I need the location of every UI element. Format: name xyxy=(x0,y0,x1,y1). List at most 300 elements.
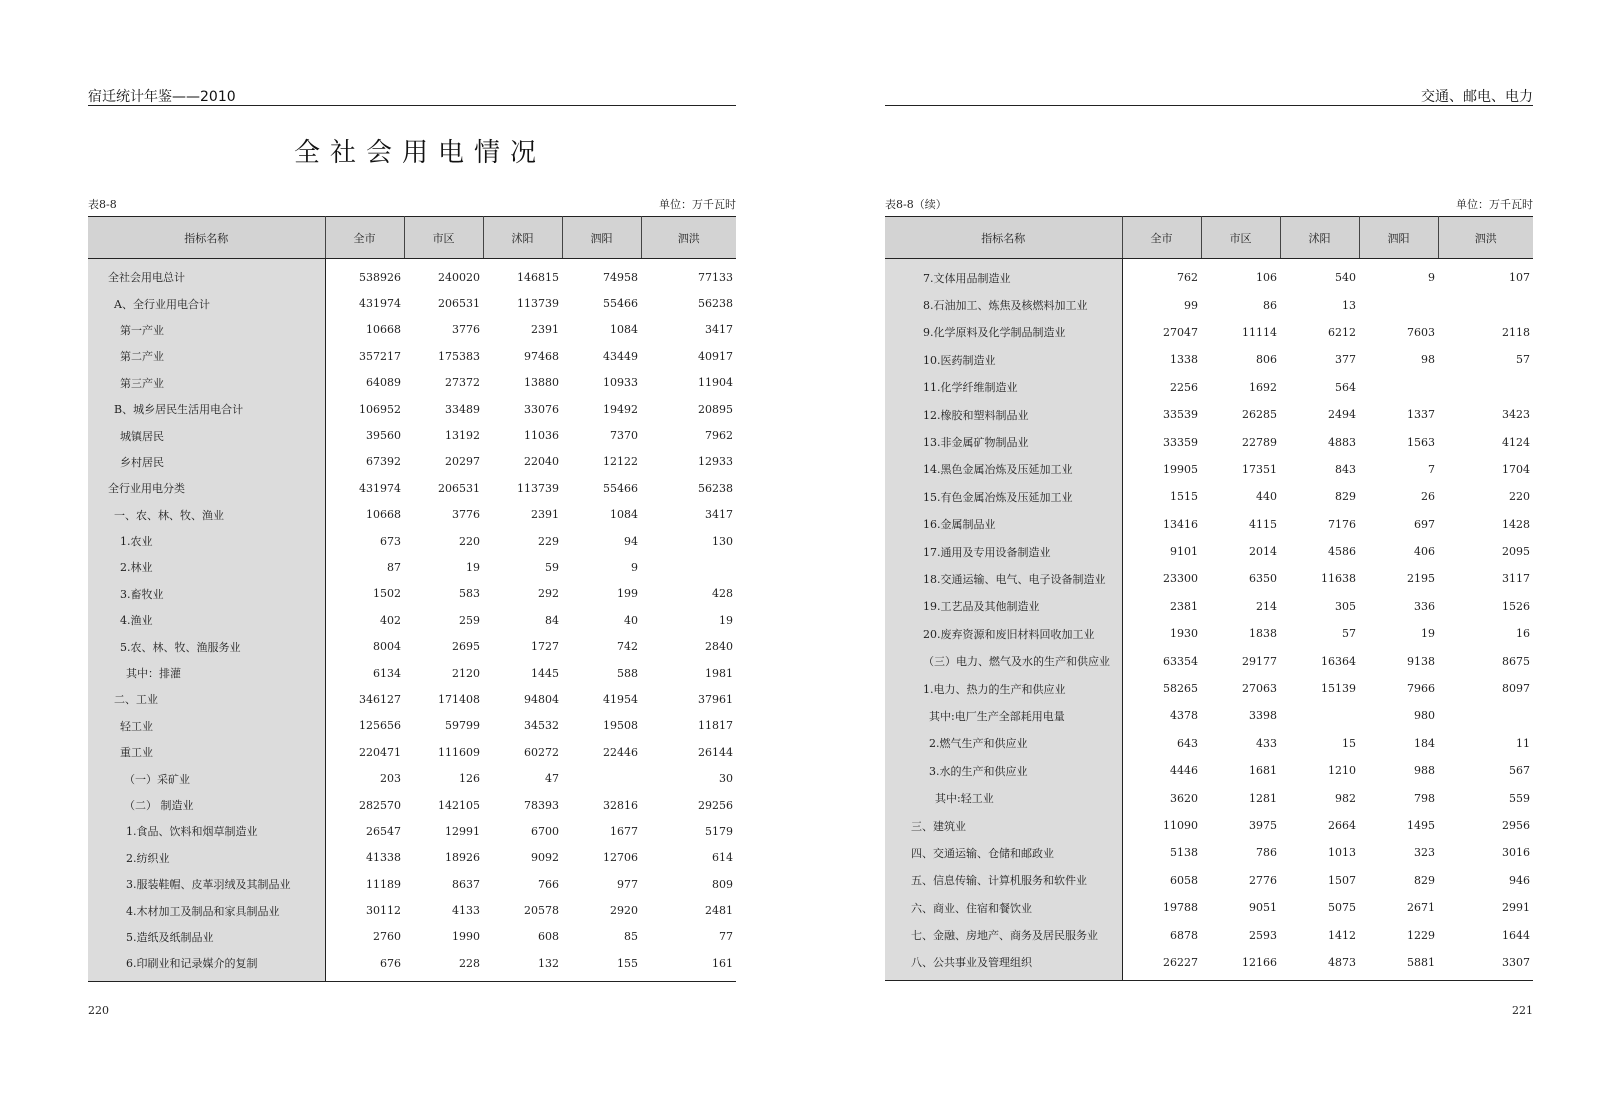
row-label: 16.金属制品业 xyxy=(885,511,1122,538)
value-cell: 762 xyxy=(1177,271,1198,285)
value-cell: 323 xyxy=(1414,846,1435,860)
value-cell: 608 xyxy=(538,930,559,944)
value-cell: 26 xyxy=(1421,490,1435,504)
value-cell: 26227 xyxy=(1122,949,1201,981)
value-cell xyxy=(1359,291,1438,318)
value-cell: 2671 xyxy=(1407,901,1435,915)
value-cell: 19 xyxy=(719,613,733,627)
value-cell: 9101 xyxy=(1170,545,1198,559)
value-cell: 8097 xyxy=(1502,682,1530,696)
value-cell: 22446 xyxy=(603,745,638,759)
left-page xyxy=(88,0,736,1099)
table-row xyxy=(88,528,736,554)
value-cell: 8004 xyxy=(373,640,401,654)
value-cell: 19492 xyxy=(603,402,638,416)
row-label: 其中:轻工业 xyxy=(885,784,1122,811)
table-row xyxy=(885,593,1533,620)
value-cell: 1930 xyxy=(1170,627,1198,641)
value-cell: 19905 xyxy=(1163,462,1198,476)
row-label: 15.有色金属冶炼及压延加工业 xyxy=(885,483,1122,510)
row-label: 其中：排灌 xyxy=(88,660,325,686)
value-cell: 1337 xyxy=(1407,408,1435,422)
value-cell: 1681 xyxy=(1249,764,1277,778)
value-cell: 2760 xyxy=(373,930,401,944)
value-cell: 18926 xyxy=(445,851,480,865)
value-cell: 1990 xyxy=(452,930,480,944)
value-cell: 564 xyxy=(1335,380,1356,394)
row-label: 5.造纸及纸制品业 xyxy=(88,924,325,950)
row-label: 4.渔业 xyxy=(88,607,325,633)
table-header-row xyxy=(885,217,1533,259)
value-cell: 2664 xyxy=(1328,819,1356,832)
row-label: 13.非金属矿物制品业 xyxy=(885,428,1122,455)
row-label: 4.木材加工及制品和家具制品业 xyxy=(88,897,325,923)
row-label: 四、交通运输、仓储和邮政业 xyxy=(885,839,1122,866)
value-cell: 829 xyxy=(1335,490,1356,504)
row-label: 乡村居民 xyxy=(88,449,325,475)
row-label: 六、商业、住宿和餐饮业 xyxy=(885,894,1122,921)
value-cell: 27063 xyxy=(1242,682,1277,696)
value-cell xyxy=(1359,374,1438,401)
value-cell: 1229 xyxy=(1407,928,1435,942)
value-cell: 357217 xyxy=(359,349,401,363)
table-row xyxy=(885,291,1533,318)
value-cell: 4883 xyxy=(1328,435,1356,449)
table-label: 表8-8 xyxy=(88,198,117,211)
table-row xyxy=(88,370,736,396)
value-cell: 47 xyxy=(545,772,559,786)
value-cell: 3776 xyxy=(452,323,480,337)
value-cell: 2481 xyxy=(705,904,733,918)
value-cell: 20895 xyxy=(698,402,733,416)
value-cell: 11817 xyxy=(698,719,733,733)
row-label: 第二产业 xyxy=(88,343,325,369)
value-cell: 431974 xyxy=(359,481,401,495)
value-cell: 3620 xyxy=(1170,791,1198,805)
value-cell: 56238 xyxy=(698,481,733,495)
value-cell: 2776 xyxy=(1249,873,1277,887)
value-cell: 2381 xyxy=(1170,599,1198,613)
value-cell: 214 xyxy=(1256,599,1277,613)
running-head xyxy=(885,86,1533,106)
value-cell: 614 xyxy=(712,851,733,865)
table-row xyxy=(88,607,736,633)
column-header: 泗洪 xyxy=(641,217,736,259)
value-cell: 9 xyxy=(1428,271,1435,285)
value-cell: 33489 xyxy=(445,402,480,416)
value-cell: 5138 xyxy=(1170,846,1198,860)
value-cell: 2494 xyxy=(1328,408,1356,422)
value-cell: 130 xyxy=(712,534,733,548)
value-cell: 1515 xyxy=(1170,490,1198,504)
value-cell: 40917 xyxy=(698,349,733,363)
value-cell xyxy=(562,765,641,791)
value-cell: 20297 xyxy=(445,455,480,469)
value-cell: 11114 xyxy=(1242,325,1277,339)
value-cell xyxy=(1438,702,1533,729)
value-cell: 3417 xyxy=(705,508,733,522)
value-cell: 982 xyxy=(1335,791,1356,805)
value-cell: 240020 xyxy=(438,270,480,284)
value-cell: 806 xyxy=(1256,353,1277,367)
value-cell: 8637 xyxy=(452,877,480,891)
value-cell: 1445 xyxy=(531,666,559,680)
table-row xyxy=(88,765,736,791)
value-cell: 142105 xyxy=(438,798,480,812)
table-row xyxy=(885,757,1533,784)
value-cell: 697 xyxy=(1414,517,1435,531)
value-cell: 40 xyxy=(624,613,638,627)
value-cell: 1428 xyxy=(1502,517,1530,531)
value-cell: 2391 xyxy=(531,323,559,337)
row-label: 2.林业 xyxy=(88,554,325,580)
running-head xyxy=(88,86,736,106)
value-cell: 206531 xyxy=(438,481,480,495)
value-cell: 74958 xyxy=(603,270,638,284)
value-cell: 3307 xyxy=(1438,949,1533,981)
column-header: 全市 xyxy=(325,217,404,259)
table-row xyxy=(885,428,1533,455)
value-cell xyxy=(1438,291,1533,318)
value-cell: 10933 xyxy=(603,376,638,390)
value-cell: 9138 xyxy=(1407,654,1435,668)
value-cell: 106952 xyxy=(359,402,401,416)
value-cell: 2956 xyxy=(1502,819,1530,832)
row-label: 1.农业 xyxy=(88,528,325,554)
value-cell: 32816 xyxy=(603,798,638,812)
value-cell: 13416 xyxy=(1163,517,1198,531)
value-cell: 1704 xyxy=(1502,462,1530,476)
value-cell: 111609 xyxy=(438,745,480,759)
value-cell: 26547 xyxy=(366,824,401,838)
value-cell: 20578 xyxy=(524,904,559,918)
value-cell: 30 xyxy=(719,772,733,786)
value-cell: 3398 xyxy=(1249,709,1277,723)
value-cell: 440 xyxy=(1256,490,1277,504)
row-label: 20.废弃资源和废旧材料回收加工业 xyxy=(885,620,1122,647)
row-label: 重工业 xyxy=(88,739,325,765)
header-rule xyxy=(885,105,1533,106)
table-row xyxy=(88,845,736,871)
value-cell: 742 xyxy=(617,640,638,654)
value-cell: 567 xyxy=(1509,764,1530,778)
value-cell: 146815 xyxy=(517,270,559,284)
value-cell: 588 xyxy=(617,666,638,680)
value-cell: 11189 xyxy=(366,877,401,891)
value-cell: 559 xyxy=(1509,791,1530,805)
table-row xyxy=(885,949,1533,981)
value-cell: 29177 xyxy=(1242,654,1277,668)
value-cell: 19788 xyxy=(1163,901,1198,915)
value-cell: 41338 xyxy=(366,851,401,865)
value-cell: 55466 xyxy=(603,297,638,311)
table-row xyxy=(885,894,1533,921)
value-cell xyxy=(1438,374,1533,401)
value-cell: 3975 xyxy=(1249,819,1277,832)
column-header: 泗洪 xyxy=(1438,217,1533,259)
row-label: 全社会用电总计 xyxy=(88,259,325,291)
table-row xyxy=(88,871,736,897)
value-cell: 7603 xyxy=(1407,325,1435,339)
page-number: 221 xyxy=(1512,1004,1533,1017)
value-cell: 4446 xyxy=(1170,764,1198,778)
table-row xyxy=(88,259,736,291)
value-cell: 2095 xyxy=(1502,545,1530,559)
unit-label: 单位：万千瓦时 xyxy=(659,198,736,211)
row-label: 19.工艺品及其他制造业 xyxy=(885,593,1122,620)
value-cell: 11090 xyxy=(1163,819,1198,832)
value-cell: 59799 xyxy=(445,719,480,733)
value-cell: 1692 xyxy=(1249,380,1277,394)
value-cell: 13192 xyxy=(445,429,480,443)
value-cell: 11 xyxy=(1516,736,1530,750)
table-row xyxy=(88,924,736,950)
value-cell: 5075 xyxy=(1328,901,1356,915)
value-cell: 8675 xyxy=(1502,654,1530,668)
table-row xyxy=(88,290,736,316)
value-cell: 97468 xyxy=(524,349,559,363)
row-label: 8.石油加工、炼焦及核燃料加工业 xyxy=(885,291,1122,318)
value-cell: 1507 xyxy=(1328,873,1356,887)
value-cell: 3423 xyxy=(1502,408,1530,422)
value-cell: 77133 xyxy=(698,270,733,284)
value-cell: 2120 xyxy=(452,666,480,680)
value-cell: 1526 xyxy=(1502,599,1530,613)
value-cell: 113739 xyxy=(517,297,559,311)
value-cell: 3776 xyxy=(452,508,480,522)
value-cell: 9051 xyxy=(1249,901,1277,915)
row-label: 全行业用电分类 xyxy=(88,475,325,501)
table-row xyxy=(88,422,736,448)
value-cell: 77 xyxy=(719,930,733,944)
value-cell: 946 xyxy=(1509,873,1530,887)
value-cell: 33076 xyxy=(524,402,559,416)
column-header: 沭阳 xyxy=(483,217,562,259)
value-cell: 2593 xyxy=(1249,928,1277,942)
value-cell: 43449 xyxy=(603,349,638,363)
value-cell: 33539 xyxy=(1163,408,1198,422)
value-cell: 3117 xyxy=(1502,572,1530,586)
value-cell: 336 xyxy=(1414,599,1435,613)
value-cell: 12706 xyxy=(603,851,638,865)
value-cell: 1495 xyxy=(1407,819,1435,832)
table-row xyxy=(885,730,1533,757)
column-header: 市区 xyxy=(1201,217,1280,259)
table-row xyxy=(885,675,1533,702)
value-cell: 11904 xyxy=(698,376,733,390)
value-cell: 2920 xyxy=(610,904,638,918)
value-cell: 809 xyxy=(712,877,733,891)
page-title: 全社会用电情况 xyxy=(293,138,546,168)
page-number: 220 xyxy=(88,1004,109,1017)
unit-label: 单位：万千瓦时 xyxy=(1456,198,1533,211)
value-cell: 19 xyxy=(1421,627,1435,641)
value-cell: 94 xyxy=(624,534,638,548)
value-cell: 4124 xyxy=(1502,435,1530,449)
value-cell: 2256 xyxy=(1170,380,1198,394)
data-table xyxy=(88,216,736,982)
value-cell: 766 xyxy=(538,877,559,891)
row-label: 9.化学原料及化学制品制造业 xyxy=(885,319,1122,346)
value-cell: 11036 xyxy=(524,429,559,443)
value-cell: 643 xyxy=(1177,736,1198,750)
value-cell: 3016 xyxy=(1502,846,1530,860)
value-cell: 1013 xyxy=(1328,846,1356,860)
value-cell: 7966 xyxy=(1407,682,1435,696)
table-row xyxy=(88,633,736,659)
value-cell: 17351 xyxy=(1242,462,1277,476)
table-row xyxy=(88,396,736,422)
row-label: A、全行业用电合计 xyxy=(88,290,325,316)
table-row xyxy=(885,784,1533,811)
table-row xyxy=(885,259,1533,292)
table-row xyxy=(88,739,736,765)
table-row xyxy=(885,647,1533,674)
table-row xyxy=(885,620,1533,647)
value-cell: 6350 xyxy=(1249,572,1277,586)
column-header: 泗阳 xyxy=(562,217,641,259)
value-cell: 5881 xyxy=(1359,949,1438,981)
column-header: 泗阳 xyxy=(1359,217,1438,259)
value-cell: 1502 xyxy=(373,587,401,601)
value-cell: 10668 xyxy=(366,323,401,337)
value-cell: 406 xyxy=(1414,545,1435,559)
value-cell: 29256 xyxy=(698,798,733,812)
value-cell: 15139 xyxy=(1321,682,1356,696)
value-cell: 305 xyxy=(1335,599,1356,613)
table-row xyxy=(88,897,736,923)
value-cell: 85 xyxy=(624,930,638,944)
value-cell: 12991 xyxy=(445,824,480,838)
value-cell: 33359 xyxy=(1163,435,1198,449)
value-cell: 10668 xyxy=(366,508,401,522)
table-row xyxy=(88,502,736,528)
value-cell: 86 xyxy=(1263,298,1277,312)
value-cell: 6058 xyxy=(1170,873,1198,887)
table-row xyxy=(88,554,736,580)
value-cell: 4586 xyxy=(1328,545,1356,559)
value-cell: 1838 xyxy=(1249,627,1277,641)
value-cell: 1412 xyxy=(1328,928,1356,942)
value-cell: 402 xyxy=(380,613,401,627)
value-cell: 37961 xyxy=(698,692,733,706)
value-cell: 9092 xyxy=(531,851,559,865)
value-cell: 1727 xyxy=(531,640,559,654)
row-label: 城镇居民 xyxy=(88,422,325,448)
value-cell: 55466 xyxy=(603,481,638,495)
value-cell: 2391 xyxy=(531,508,559,522)
table-label: 表8-8（续） xyxy=(885,198,947,211)
header-rule xyxy=(88,105,736,106)
row-label: 7.文体用品制造业 xyxy=(885,259,1122,292)
value-cell: 23300 xyxy=(1163,572,1198,586)
value-cell: 84 xyxy=(545,613,559,627)
value-cell: 1084 xyxy=(610,323,638,337)
column-header: 市区 xyxy=(404,217,483,259)
value-cell: 377 xyxy=(1335,353,1356,367)
row-label: 轻工业 xyxy=(88,713,325,739)
value-cell: 67392 xyxy=(366,455,401,469)
value-cell: 829 xyxy=(1414,873,1435,887)
row-label: 10.医药制造业 xyxy=(885,346,1122,373)
value-cell: 60272 xyxy=(524,745,559,759)
value-cell: 1210 xyxy=(1328,764,1356,778)
value-cell: 27372 xyxy=(445,376,480,390)
running-head-text: 交通、邮电、电力 xyxy=(1421,89,1533,105)
value-cell: 7370 xyxy=(610,429,638,443)
table-row xyxy=(88,317,736,343)
row-label: 第一产业 xyxy=(88,317,325,343)
value-cell: 19 xyxy=(466,560,480,574)
value-cell: 34532 xyxy=(524,719,559,733)
value-cell: 798 xyxy=(1414,791,1435,805)
table-row xyxy=(88,713,736,739)
column-header: 指标名称 xyxy=(88,217,325,259)
value-cell: 259 xyxy=(459,613,480,627)
table-row xyxy=(885,702,1533,729)
table-row xyxy=(88,449,736,475)
value-cell: 2991 xyxy=(1502,901,1530,915)
row-label: 二、工业 xyxy=(88,686,325,712)
value-cell xyxy=(641,554,736,580)
value-cell: 161 xyxy=(641,950,736,981)
value-cell: 16 xyxy=(1516,627,1530,641)
value-cell: 980 xyxy=(1414,709,1435,723)
value-cell: 27047 xyxy=(1163,325,1198,339)
value-cell: 125656 xyxy=(359,719,401,733)
row-label: 1.食品、饮料和烟草制造业 xyxy=(88,818,325,844)
row-label: （一）采矿业 xyxy=(88,765,325,791)
value-cell: 12166 xyxy=(1201,949,1280,981)
row-label: 2.燃气生产和供应业 xyxy=(885,730,1122,757)
table-row xyxy=(885,401,1533,428)
value-cell: 57 xyxy=(1516,353,1530,367)
value-cell: 12122 xyxy=(603,455,638,469)
table-row xyxy=(88,818,736,844)
row-label: 3.水的生产和供应业 xyxy=(885,757,1122,784)
row-label: 八、公共事业及管理组织 xyxy=(885,949,1122,981)
value-cell: 1677 xyxy=(610,824,638,838)
row-label: 其中:电厂生产全部耗用电量 xyxy=(885,702,1122,729)
table-row xyxy=(88,950,736,981)
value-cell: 64089 xyxy=(366,376,401,390)
value-cell: 220 xyxy=(1509,490,1530,504)
table-row xyxy=(88,792,736,818)
value-cell: 22789 xyxy=(1242,435,1277,449)
row-label: 14.黑色金属冶炼及压延加工业 xyxy=(885,456,1122,483)
table-row xyxy=(885,319,1533,346)
row-label: 1.电力、热力的生产和供应业 xyxy=(885,675,1122,702)
value-cell: 9 xyxy=(631,560,638,574)
value-cell: 843 xyxy=(1335,462,1356,476)
row-label: 一、农、林、牧、渔业 xyxy=(88,502,325,528)
value-cell: 673 xyxy=(380,534,401,548)
row-label: 11.化学纤维制造业 xyxy=(885,374,1122,401)
value-cell: 1338 xyxy=(1170,353,1198,367)
value-cell: 58265 xyxy=(1163,682,1198,696)
value-cell: 5179 xyxy=(705,824,733,838)
value-cell: 3417 xyxy=(705,323,733,337)
value-cell: 228 xyxy=(404,950,483,981)
value-cell: 199 xyxy=(617,587,638,601)
value-cell: 2118 xyxy=(1502,325,1530,339)
value-cell: 13880 xyxy=(524,376,559,390)
value-cell: 220 xyxy=(459,534,480,548)
value-cell: 428 xyxy=(712,587,733,601)
value-cell: 22040 xyxy=(524,455,559,469)
value-cell: 87 xyxy=(387,560,401,574)
value-cell: 11638 xyxy=(1321,572,1356,586)
